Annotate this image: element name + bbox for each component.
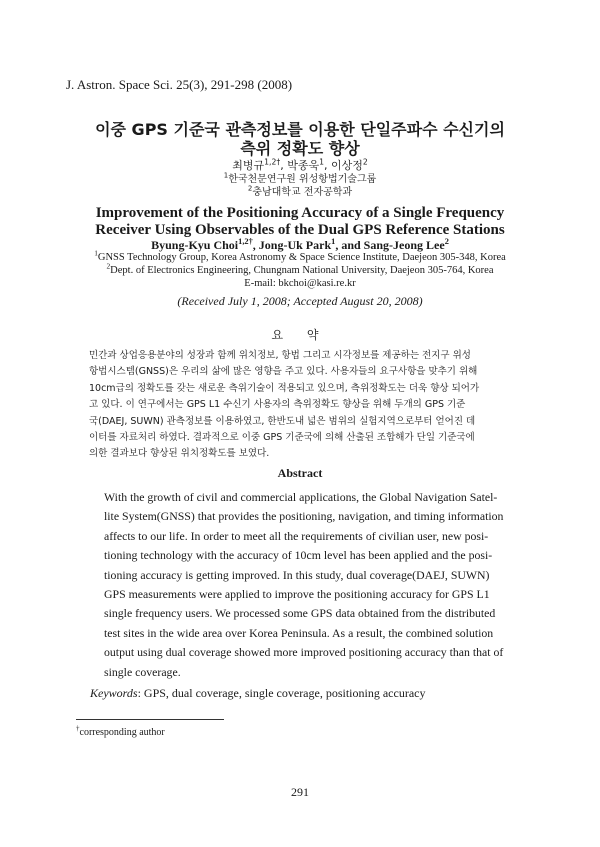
korean-abstract-line: 10cm급의 정확도를 갖는 새로운 측위기술이 적용되고 있으며, 측위정확도는 더욱 향상 되어가	[89, 382, 480, 394]
korean-author-3-sup: 2	[362, 157, 368, 167]
korean-abstract-line: 고 있다. 이 연구에서는 GPS L1 수신기 사용자의 측위정확도 향상을 위해 두개의 GPS 기준	[89, 399, 466, 411]
korean-abstract-line: 의한 결과보다 향상된 위치정확도를 보였다.	[89, 448, 270, 460]
korean-affiliation-2	[0, 183, 600, 198]
korean-author-2: , 박종욱	[280, 159, 320, 172]
abstract-line: single frequency users. We processed some GPS data obtained from the distributed	[104, 606, 496, 621]
english-abstract	[104, 488, 524, 682]
korean-author-2-sup: 1	[319, 157, 324, 167]
english-author-2: , Jong-Uk Park	[252, 238, 332, 252]
english-author-3-sup: 2	[444, 237, 449, 246]
abstract-line: lite System(GNSS) that provides the positioning, navigation, and timing information	[104, 509, 504, 524]
footnote-marker: †	[76, 724, 80, 733]
english-affiliation-2	[0, 261, 600, 277]
abstract-line: GPS measurements were applied to improve the positioning accuracy for GPS L1	[104, 587, 490, 602]
abstract-line: single coverage.	[104, 664, 181, 679]
footnote-text: corresponding author	[79, 727, 165, 738]
korean-abstract-line: 항법시스템(GNSS)은 우리의 삶에 많은 영향을 주고 있다. 사용자들의 요구사항을 맞추기 위해	[89, 366, 478, 378]
korean-abstract-heading: 요 약	[271, 328, 329, 342]
korean-title-line1: 이중 GPS 기준국 관측정보를 이용한 단일주파수 수신기의	[95, 120, 505, 139]
abstract-line: With the growth of civil and commercial applications, the Global Navigation Satel-	[104, 490, 498, 504]
korean-abstract-line: 이터를 자료처리 하였다. 결과적으로 이중 GPS 기준국에 의해 산출된 조합해가 단일 기준국에	[89, 432, 475, 444]
korean-affil-1-text: 한국천문연구원 위성항법기술그룹	[228, 174, 377, 185]
abstract-line: tioning accuracy is getting improved. In this study, dual coverage(DAEJ, SUWN)	[104, 567, 490, 582]
footnote-divider	[76, 719, 224, 720]
english-author-3: , and Sang-Jeong Lee	[335, 238, 445, 252]
english-author-1-sup: 1,2†	[238, 237, 253, 246]
korean-affil-2-sup: 2	[247, 184, 253, 193]
page-number: 291	[291, 785, 309, 799]
korean-abstract-line: 국(DAEJ, SUWN) 관측정보를 이용하였고, 한반도내 넓은 범위의 실험지역으로부터 얻어진 데	[89, 415, 476, 427]
korean-affil-1-sup: 1	[223, 171, 229, 180]
korean-author-1: 최병규	[232, 159, 265, 172]
keywords	[90, 686, 425, 701]
keywords-text: : GPS, dual coverage, single coverage, positioning accuracy	[137, 686, 426, 700]
abstract-line: test sites in the wide area over Korea Peninsula. As a result, the combined solution	[104, 625, 494, 640]
korean-affil-2-text: 충남대학교 전자공학과	[252, 187, 353, 198]
korean-abstract	[89, 348, 519, 463]
received-dates: (Received July 1, 2008; Accepted August 20, 2008)	[177, 294, 423, 308]
english-title-line2: Receiver Using Observables of the Dual GPS Reference Stations	[95, 222, 505, 238]
korean-abstract-line: 민간과 상업응용분야의 성장과 함께 위치정보, 항법 그리고 시각정보를 제공하는 전지구 위성	[89, 350, 471, 361]
english-affiliation-1	[0, 248, 600, 264]
english-author-2-sup: 1	[331, 237, 336, 246]
abstract-line: affects to our life. In order to meet all the requirements of civilian user, new posi-	[104, 528, 489, 543]
abstract-line: tioning technology with the accuracy of 10cm level has been applied and the posi-	[104, 548, 493, 563]
english-affil-1-sup: 1	[94, 248, 98, 258]
abstract-heading: Abstract	[277, 466, 323, 480]
korean-author-3: , 이상정	[323, 159, 363, 172]
author-email: E-mail: bkchoi@kasi.re.kr	[244, 278, 356, 289]
keywords-label: Keywords	[90, 686, 138, 700]
english-title-line1: Improvement of the Positioning Accuracy of a Single Frequency	[95, 205, 505, 221]
journal-reference: J. Astron. Space Sci. 25(3), 291-298 (2008)	[66, 77, 293, 92]
english-affil-2-text: Dept. of Electronics Engineering, Chungnam National University, Daejeon 305-764, Korea	[110, 265, 494, 276]
english-author-1: Byung-Kyu Choi	[151, 238, 239, 252]
korean-author-1-sup: 1,2†	[264, 157, 281, 167]
english-affil-2-sup: 2	[106, 261, 111, 271]
english-affil-1-text: GNSS Technology Group, Korea Astronomy & Space Science Institute, Daejeon 305-348, Korea	[97, 252, 506, 263]
korean-title-line2: 측위 정확도 향상	[240, 139, 360, 158]
footnote	[76, 724, 165, 738]
abstract-line: output using dual coverage showed more improved positioning accuracy than that of	[104, 645, 504, 660]
